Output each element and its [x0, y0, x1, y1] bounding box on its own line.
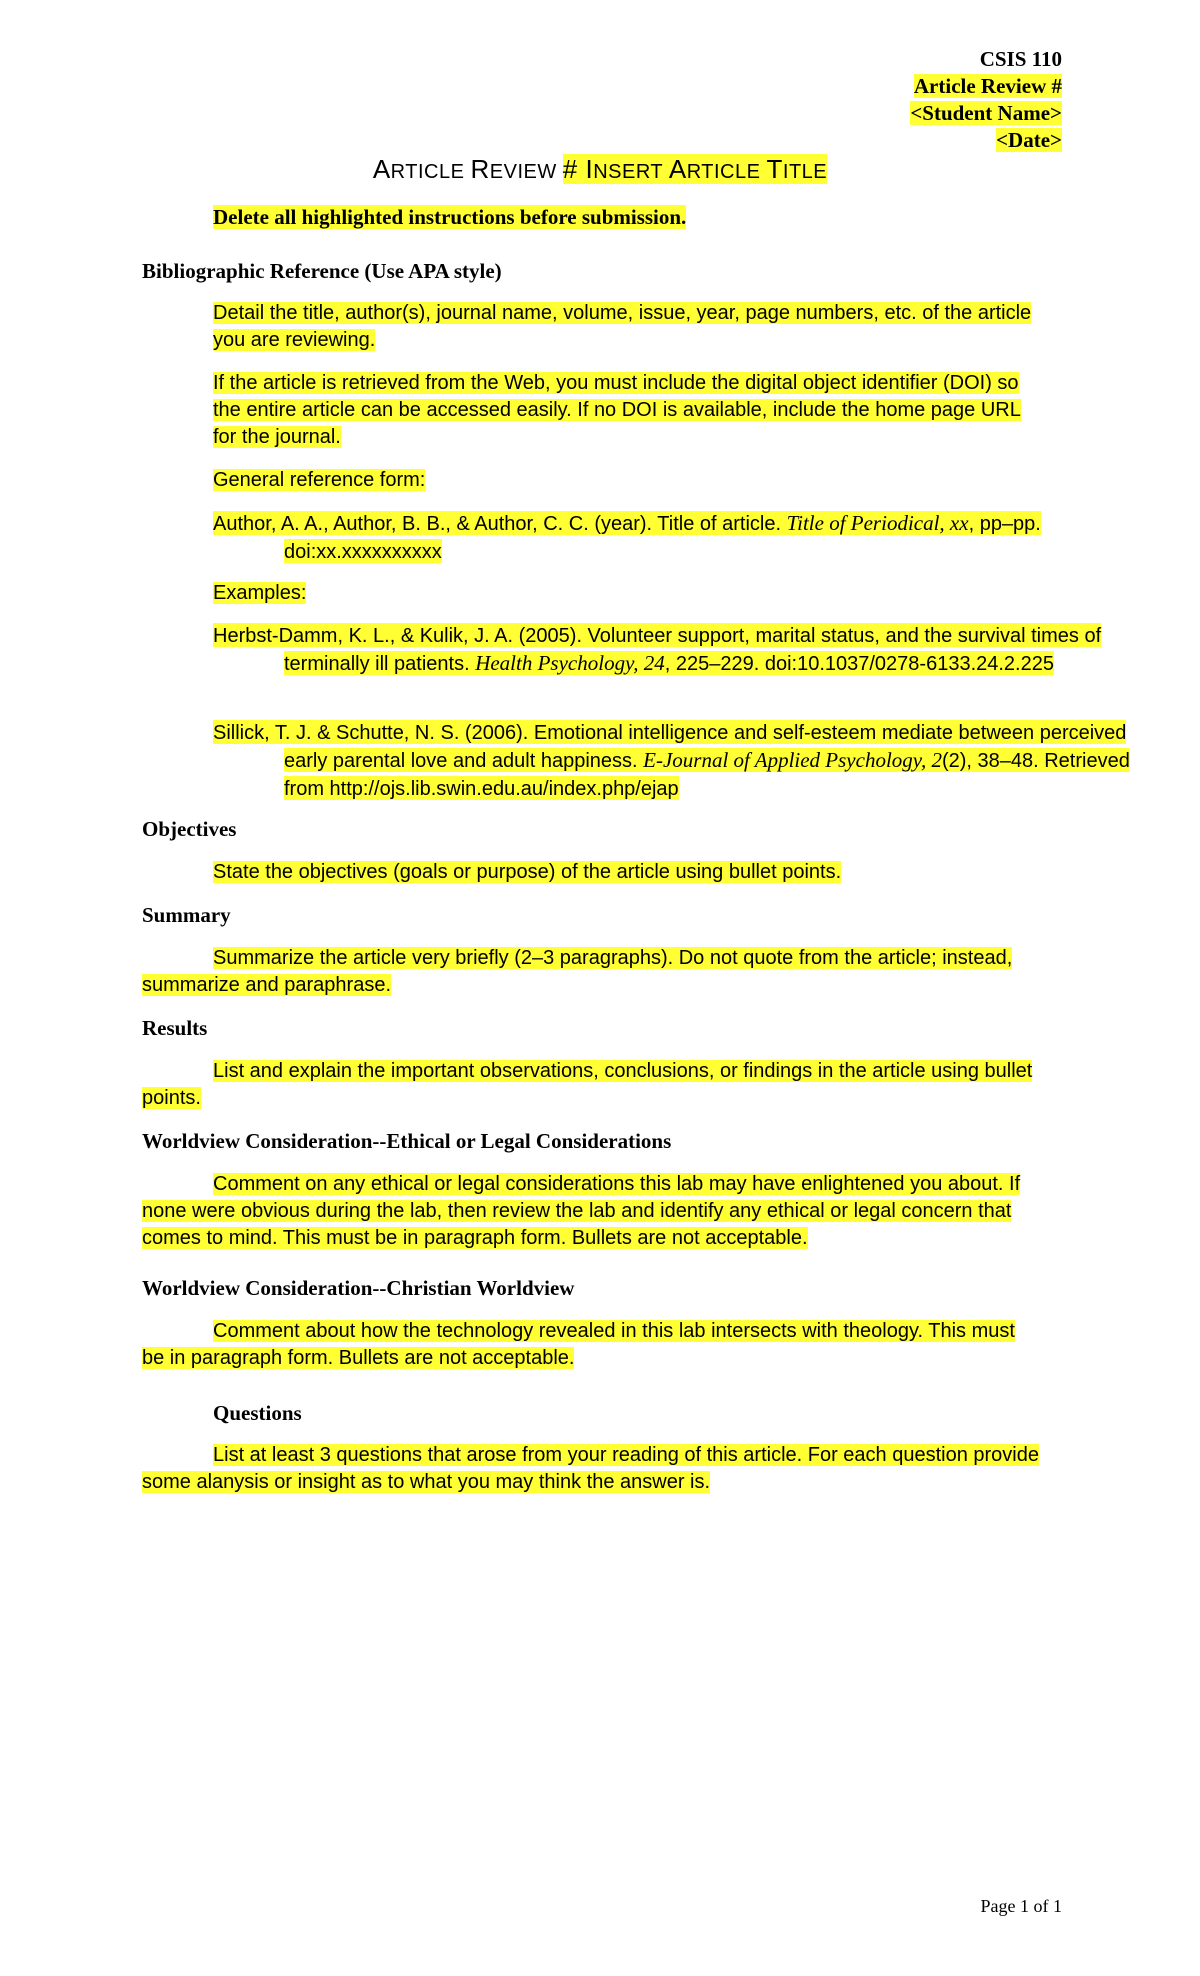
examples-label: Examples: — [213, 582, 307, 604]
questions-heading: Questions — [213, 1401, 302, 1425]
review-number: Article Review # — [913, 74, 1062, 98]
bib-paragraph-2: If the article is retrieved from the Web, you must include the digital object identifier (DOI) so the entire article can be accessed easily. If no DOI is available, include the home page URL for the journal. — [213, 372, 1021, 448]
christian-text: Comment about how the technology revealed in this lab intersects with theology. This must be in paragraph form. Bullets are not acceptable. — [142, 1320, 1015, 1369]
header-block — [910, 46, 1062, 154]
results-heading: Results — [142, 1016, 208, 1040]
reference-example-2: Sillick, T. J. & Schutte, N. S. (2006). Emotional intelligence and self-esteem mediate between perceived early parental love and adult happiness. E-Journal of Applied Psychology, 2(2), 38–48. Retrieved from http://ojs.lib.swin.edu.au/index.php/ejap — [213, 722, 1130, 800]
results-text: List and explain the important observations, conclusions, or findings in the article using bullet points. — [142, 1060, 1033, 1109]
objectives-heading: Objectives — [142, 817, 237, 841]
student-name: <Student Name> — [910, 101, 1062, 125]
date: <Date> — [996, 128, 1062, 152]
summary-heading: Summary — [142, 903, 231, 927]
reference-form: Author, A. A., Author, B. B., & Author, C. C. (year). Title of article. Title of Periodical, xx, pp–pp. doi:xx.xxxxxxxxxx — [213, 511, 1041, 563]
questions-text: List at least 3 questions that arose from your reading of this article. For each question provide some alanysis or insight as to what you may think the answer is. — [142, 1444, 1039, 1493]
ethical-text: Comment on any ethical or legal considerations this lab may have enlightened you about. If none were obvious during the lab, then review the lab and identify any ethical or legal concern that comes to mind. This must be in paragraph form. Bullets are not acceptable. — [142, 1173, 1021, 1249]
delete-instruction: Delete all highlighted instructions before submission. — [213, 205, 687, 229]
page-number: Page 1 of 1 — [980, 1896, 1062, 1916]
course-code: CSIS 110 — [979, 47, 1062, 71]
page-title: ARTICLE REVIEW # INSERT ARTICLE TITLE — [372, 154, 828, 184]
objectives-text: State the objectives (goals or purpose) of the article using bullet points. — [213, 861, 842, 883]
reference-example-1: Herbst-Damm, K. L., & Kulik, J. A. (2005). Volunteer support, marital status, and the survival times of terminally ill patients. Health Psychology, 24, 225–229. doi:10.1037/0278-6133.24.2.225 — [213, 625, 1102, 675]
bib-paragraph-1: Detail the title, author(s), journal name, volume, issue, year, page numbers, etc. of the article you are reviewing. — [213, 302, 1032, 351]
ethical-heading: Worldview Consideration--Ethical or Legal Considerations — [142, 1129, 672, 1153]
summary-text: Summarize the article very briefly (2–3 paragraphs). Do not quote from the article; instead, summarize and paraphrase. — [142, 947, 1013, 996]
christian-heading: Worldview Consideration--Christian Worldview — [142, 1276, 575, 1300]
bib-paragraph-3: General reference form: — [213, 469, 426, 491]
bib-heading: Bibliographic Reference (Use APA style) — [142, 259, 502, 283]
